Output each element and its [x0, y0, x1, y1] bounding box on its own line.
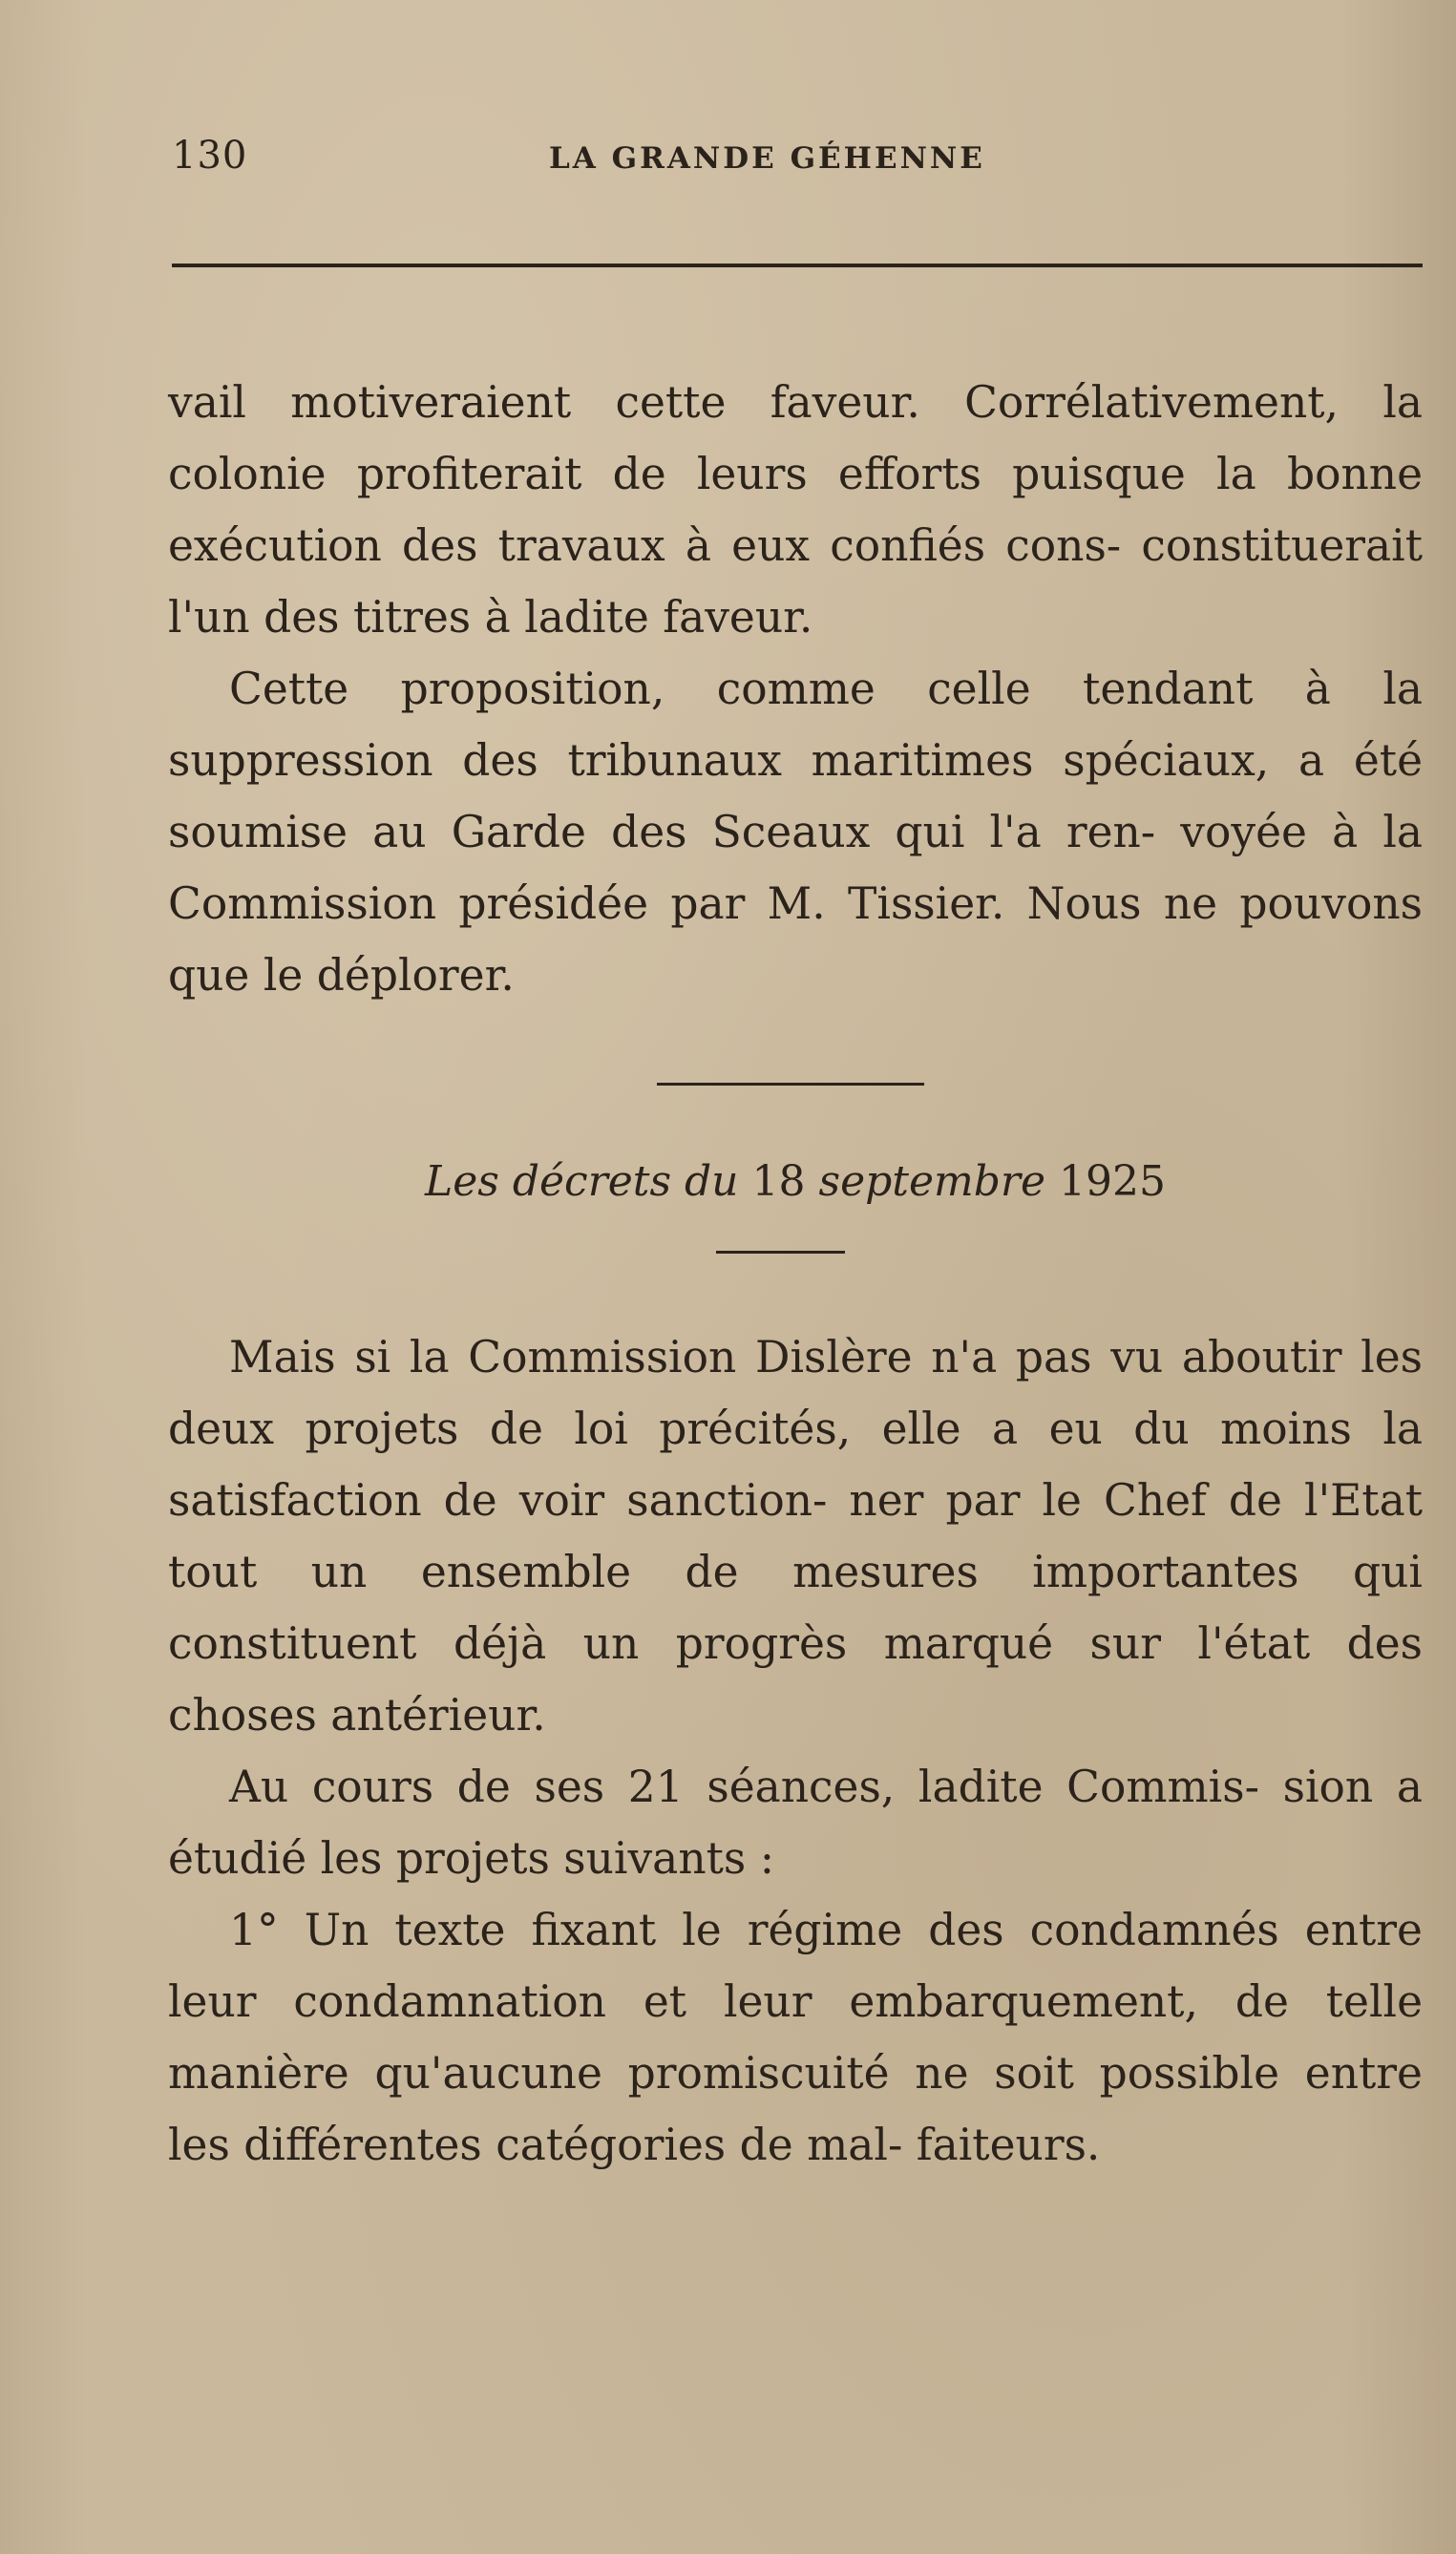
section-title-day: 18: [751, 1157, 806, 1206]
section-title-year: 1925: [1058, 1157, 1166, 1206]
paragraph: Mais si la Commission Dislère n'a pas vu aboutir les deux projets de loi précités, elle a eu du moins la satisfaction de voir sanction- ner par le Chef de l'Etat tout un ensemble de mesures importantes qui constituent déjà un progrès marqué sur l'état des choses antérieur.: [168, 1332, 1423, 1741]
section-title-month: septembre: [818, 1157, 1045, 1206]
text-block-bottom: [168, 1321, 1423, 2181]
page-number: 130: [172, 134, 248, 178]
list-item-paragraph: 1° Un texte fixant le régime des condamnés entre leur condamnation et leur embarquement, de telle manière qu'aucune promiscuité ne soit possible entre les différentes catégories de mal- faiteurs.: [168, 1905, 1423, 2170]
running-title: LA GRANDE GÉHENNE: [549, 141, 985, 176]
header-rule: [172, 264, 1423, 267]
section-divider-rule: [657, 1083, 924, 1086]
section-title-part: Les décrets du: [425, 1157, 739, 1206]
paragraph: Cette proposition, comme celle tendant à la suppression des tribunaux maritimes spéciaux, a été soumise au Garde des Sceaux qui l'a ren- voyée à la Commission présidée par M. Tissier. Nous ne pouvons que le déplorer.: [168, 664, 1423, 1001]
running-head: [172, 134, 1423, 191]
continued-paragraph: vail motiveraient cette faveur. Corrélativement, la colonie profiterait de leurs efforts puisque la bonne exécution des travaux à eux confiés cons- constituerait l'un des titres à ladite faveur.: [168, 377, 1423, 643]
paragraph: Au cours de ses 21 séances, ladite Commis- sion a étudié les projets suivants :: [168, 1762, 1423, 1884]
section-title-underline: [716, 1251, 845, 1254]
text-block-top: [168, 367, 1423, 1011]
section-title: [168, 1153, 1423, 1211]
